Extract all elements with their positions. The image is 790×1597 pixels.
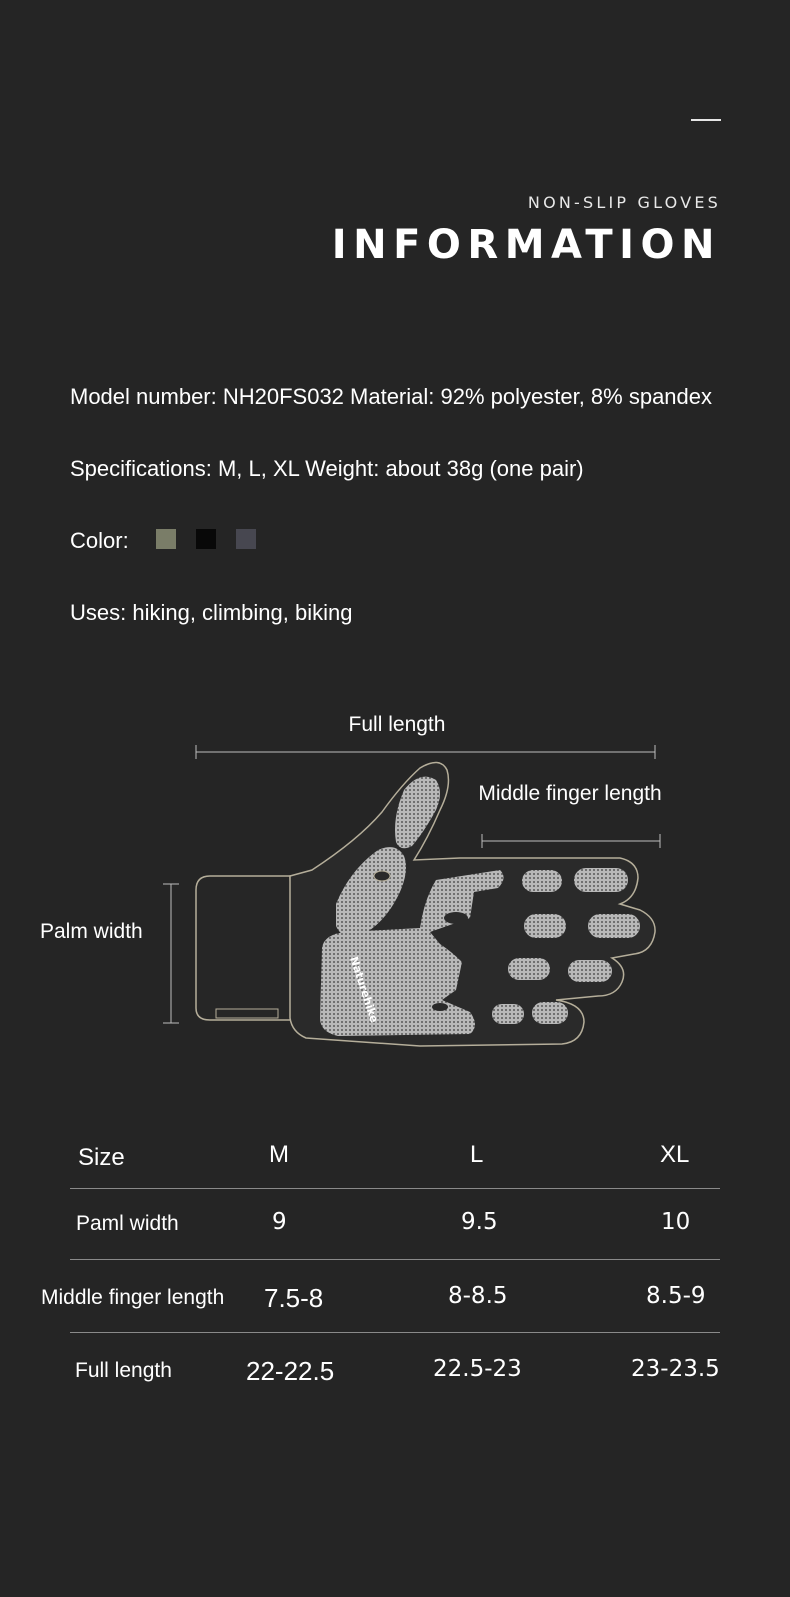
row-label-middle-finger: Middle finger length <box>41 1286 225 1309</box>
middle-finger-m: 7.5-8 <box>264 1283 324 1313</box>
page-title: INFORMATION <box>331 222 721 268</box>
palm-width-xl: 10 <box>661 1209 691 1235</box>
middle-finger-label: Middle finger length <box>478 782 662 805</box>
table-divider <box>70 1332 720 1333</box>
header-dash <box>691 119 721 121</box>
row-label-palm-width: Paml width <box>76 1212 179 1235</box>
middle-finger-dimension <box>482 834 660 848</box>
color-label: Color: <box>70 528 129 553</box>
color-swatch-olive <box>156 529 176 549</box>
full-length-m: 22-22.5 <box>246 1356 335 1386</box>
glove-size-diagram <box>0 700 790 1080</box>
full-length-l: 22.5-23 <box>433 1356 522 1382</box>
middle-finger-xl: 8.5-9 <box>646 1283 706 1309</box>
brand-logo-text: Naturehike <box>347 954 381 1025</box>
size-header-l: L <box>470 1141 484 1168</box>
full-length-xl: 23-23.5 <box>631 1356 720 1382</box>
size-header-xl: XL <box>660 1141 690 1168</box>
table-divider <box>70 1188 720 1189</box>
row-label-full-length: Full length <box>75 1359 172 1382</box>
size-header-m: M <box>269 1141 289 1168</box>
palm-width-m: 9 <box>272 1209 287 1235</box>
palm-width-l: 9.5 <box>461 1209 498 1235</box>
color-swatch-gray <box>236 529 256 549</box>
color-swatch-black <box>196 529 216 549</box>
palm-width-label: Palm width <box>40 920 143 943</box>
palm-width-dimension <box>163 884 179 1023</box>
header-kicker: NON-SLIP GLOVES <box>527 193 721 212</box>
spec-weight-line: Specifications: M, L, XL Weight: about 38g (one pair) <box>70 456 584 481</box>
middle-finger-l: 8-8.5 <box>448 1283 508 1309</box>
full-length-label: Full length <box>348 713 446 736</box>
table-divider <box>70 1259 720 1260</box>
model-material-line: Model number: NH20FS032 Material: 92% polyester, 8% spandex <box>70 384 713 409</box>
size-header-label: Size <box>78 1144 125 1171</box>
uses-line: Uses: hiking, climbing, biking <box>70 600 353 625</box>
full-length-dimension <box>196 745 655 759</box>
